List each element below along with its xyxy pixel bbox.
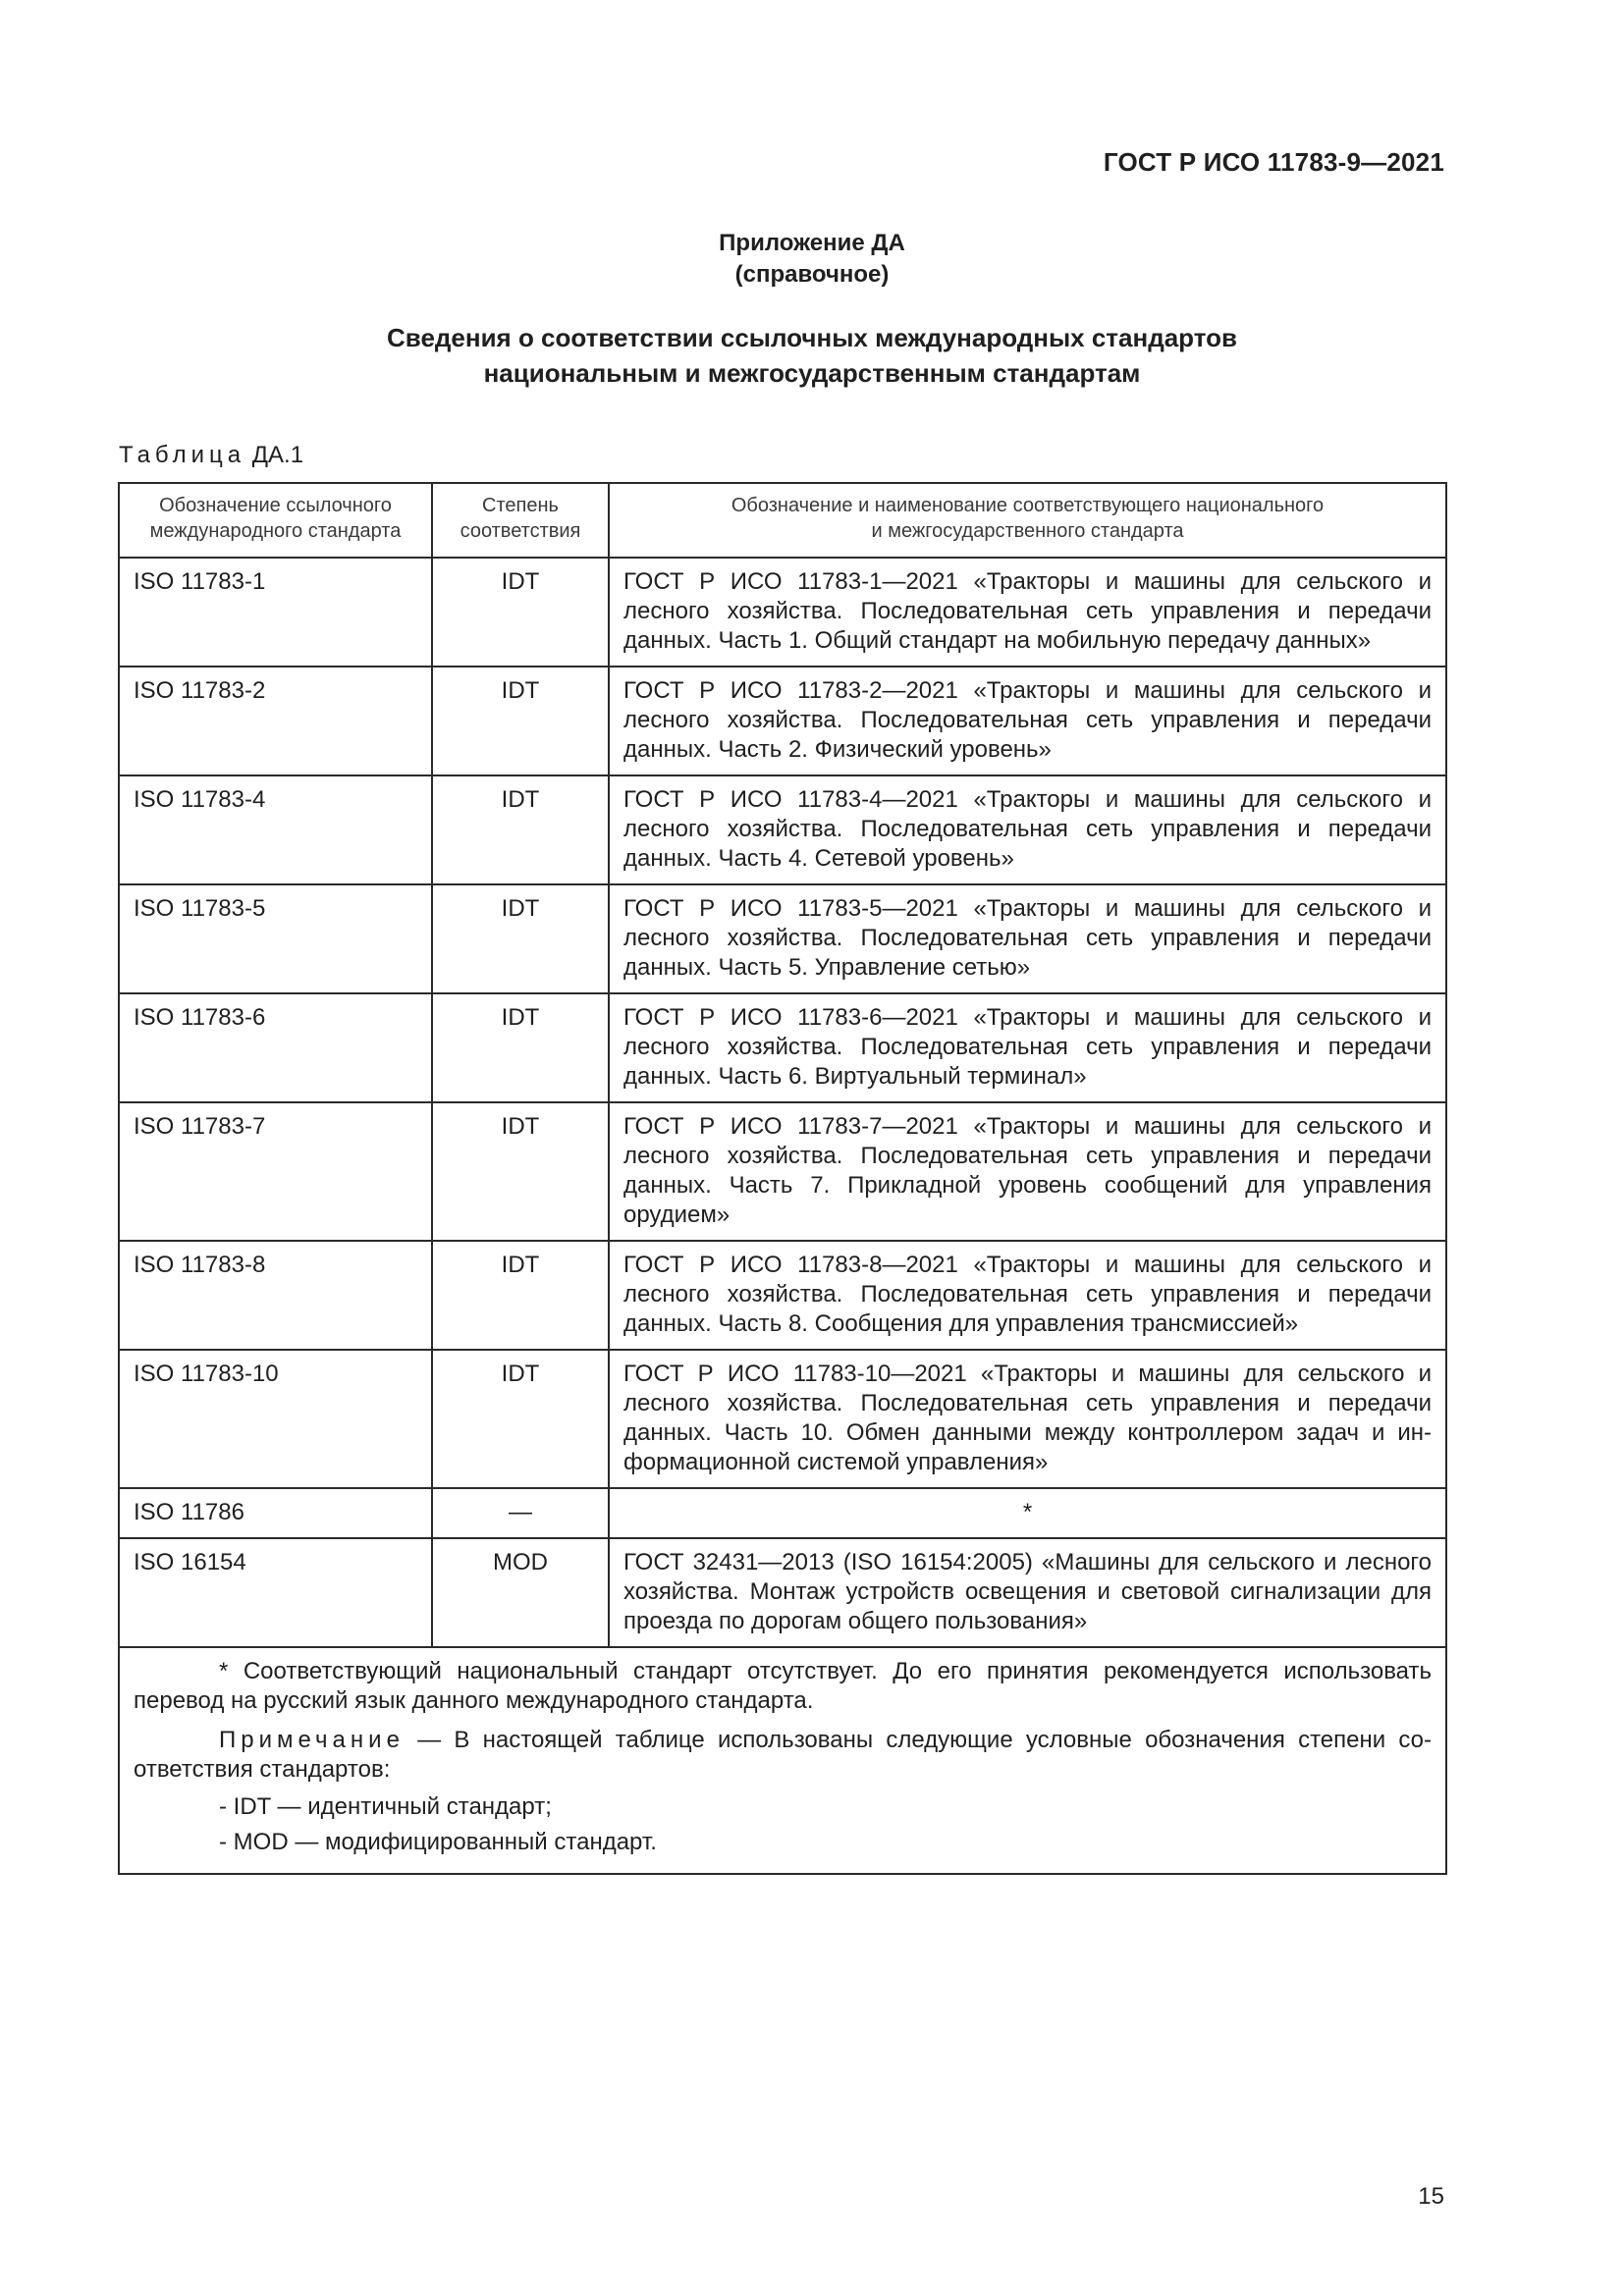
ref-cell: ISO 11783-2 — [119, 667, 432, 775]
degree-cell: IDT — [432, 558, 609, 667]
table-label-word: Таблица — [119, 442, 246, 468]
national-cell: ГОСТ Р ИСО 11783-5—2021 «Тракторы и машины для сельского и лесного хозяйства. Последовательная сеть управления и передачи данных. Часть 5. Управление сетью» — [609, 884, 1446, 993]
national-cell: ГОСТ Р ИСО 11783-6—2021 «Тракторы и машины для сельского и лесного хозяйства. Последовательная сеть управления и передачи данных. Часть 6. Виртуальный терминал» — [609, 993, 1446, 1102]
table-row — [119, 558, 1446, 667]
national-cell: ГОСТ Р ИСО 11783-4—2021 «Тракторы и машины для сельского и лесного хозяйства. Последовательная сеть управления и передачи данных. Часть 4. Сетевой уровень» — [609, 775, 1446, 884]
national-cell: ГОСТ Р ИСО 11783-8—2021 «Тракторы и машины для сельского и лесного хозяйства. Последовательная сеть управления и передачи данных. Часть 8. Сообщения для управления трансмиссией» — [609, 1241, 1446, 1350]
degree-cell: IDT — [432, 667, 609, 775]
header-national-line-1: Обозначение и наименование соответствующего национального — [731, 495, 1325, 516]
table-footer-row — [119, 1647, 1446, 1874]
table-row — [119, 1241, 1446, 1350]
ref-cell: ISO 11783-5 — [119, 884, 432, 993]
page-number: 15 — [1418, 2183, 1444, 2210]
section-title — [0, 320, 1624, 391]
ref-cell: ISO 11783-6 — [119, 993, 432, 1102]
national-cell: ГОСТ Р ИСО 11783-10—2021 «Тракторы и машины для сельского и лесного хозяйства. Последовательная сеть управления и передачи данных. Часть 10. Обмен данными между контроллером задач и информационной системой управления» — [609, 1350, 1446, 1488]
ref-cell: ISO 11783-10 — [119, 1350, 432, 1488]
national-cell: ГОСТ Р ИСО 11783-7—2021 «Тракторы и машины для сельского и лесного хозяйства. Последовательная сеть управления и передачи данных. Часть 7. Прикладной уровень сообщений для управления орудием» — [609, 1102, 1446, 1241]
header-degree-line-2: соответствия — [460, 520, 581, 542]
legend-item-mod: - MOD — модифицированный стандарт. — [219, 1829, 657, 1855]
header-degree-line-1: Степень — [482, 495, 559, 516]
header-ref-standard — [119, 483, 432, 558]
ref-cell: ISO 11783-1 — [119, 558, 432, 667]
footnote: * Соответствующий национальный стандарт отсутствует. До его принятия рекомендуется использовать перевод на русский язык данного международного стандарта. — [134, 1658, 1432, 1714]
note-word: Примечание — [219, 1727, 405, 1753]
degree-cell: IDT — [432, 1102, 609, 1241]
table-row — [119, 1538, 1446, 1647]
header-ref-line-2: международного стандарта — [149, 520, 402, 542]
degree-cell: IDT — [432, 775, 609, 884]
table-row — [119, 993, 1446, 1102]
table-row — [119, 1350, 1446, 1488]
ref-cell: ISO 11786 — [119, 1488, 432, 1538]
ref-cell: ISO 11783-8 — [119, 1241, 432, 1350]
note-text: — В настоящей таблице использованы следующие условные обозначения степени соответствия стандартов: — [134, 1727, 1432, 1783]
ref-cell: ISO 11783-7 — [119, 1102, 432, 1241]
document-code: ГОСТ Р ИСО 11783-9—2021 — [1103, 147, 1444, 177]
national-cell: * — [609, 1488, 1446, 1538]
table-row — [119, 1102, 1446, 1241]
degree-cell: IDT — [432, 884, 609, 993]
table-header-row — [119, 483, 1446, 558]
degree-cell: IDT — [432, 1350, 609, 1488]
annex-title: Приложение ДА — [719, 230, 905, 256]
table-row — [119, 1488, 1446, 1538]
degree-cell: MOD — [432, 1538, 609, 1647]
ref-cell: ISO 16154 — [119, 1538, 432, 1647]
table-row — [119, 667, 1446, 775]
national-cell: ГОСТ 32431—2013 (ISO 16154:2005) «Машины для сельского и лесного хозяйства. Монтаж устройств освещения и световой сигнализации для проезда по дорогам общего пользования» — [609, 1538, 1446, 1647]
degree-cell: IDT — [432, 993, 609, 1102]
table-notes — [119, 1647, 1446, 1874]
annex-heading — [0, 228, 1624, 291]
table-label-number: ДА.1 — [251, 442, 304, 468]
national-cell: ГОСТ Р ИСО 11783-2—2021 «Тракторы и машины для сельского и лесного хозяйства. Последовательная сеть управления и передачи данных. Часть 2. Физический уровень» — [609, 667, 1446, 775]
legend-item-idt: - IDT — идентичный стандарт; — [219, 1793, 552, 1820]
header-national-line-2: и межгосударственного стандарта — [871, 520, 1184, 542]
table-label — [119, 442, 303, 469]
header-national-standard — [609, 483, 1446, 558]
national-cell: ГОСТ Р ИСО 11783-1—2021 «Тракторы и машины для сельского и лесного хозяйства. Последовательная сеть управления и передачи данных. Часть 1. Общий стандарт на мобильную передачу данных» — [609, 558, 1446, 667]
header-ref-line-1: Обозначение ссылочного — [159, 495, 392, 516]
table-row — [119, 884, 1446, 993]
table-row — [119, 775, 1446, 884]
standards-table — [118, 482, 1447, 1875]
note — [134, 1726, 1432, 1785]
degree-cell: — — [432, 1488, 609, 1538]
header-degree — [432, 483, 609, 558]
ref-cell: ISO 11783-4 — [119, 775, 432, 884]
section-title-line-1: Сведения о соответствии ссылочных международных стандартов — [387, 323, 1237, 352]
degree-cell: IDT — [432, 1241, 609, 1350]
annex-subtitle: (справочное) — [734, 261, 890, 288]
section-title-line-2: национальным и межгосударственным стандартам — [483, 358, 1141, 388]
